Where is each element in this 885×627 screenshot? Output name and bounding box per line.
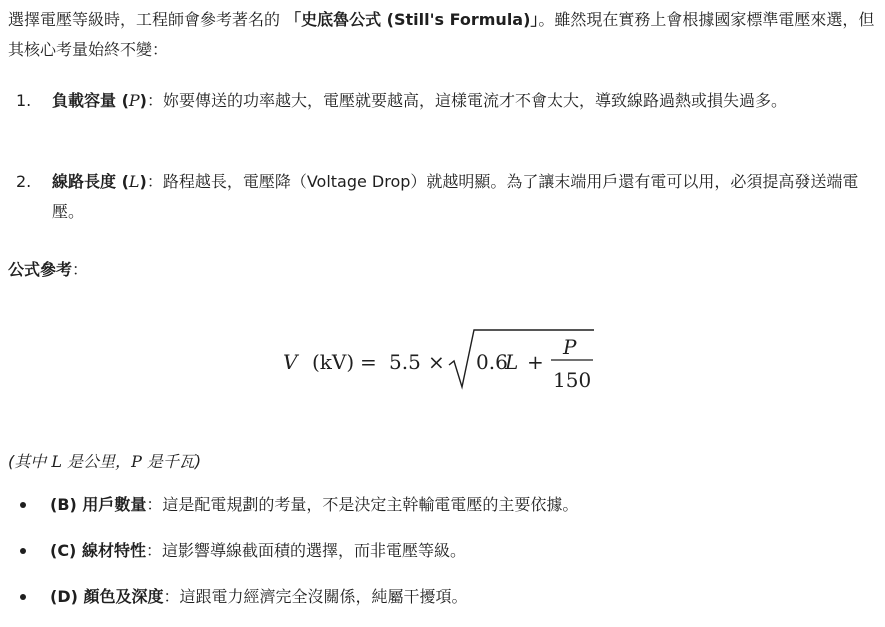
formula-coefficient: 5.5	[389, 350, 421, 374]
factor-title	[52, 172, 147, 191]
factor-title-text: 線路長度 (	[52, 172, 129, 191]
option-item-c	[20, 536, 878, 566]
factor-symbol: P	[128, 91, 140, 110]
formula-unit: (kV)	[312, 350, 355, 374]
intro-text-before: 選擇電壓等級時，工程師會參考著名的	[8, 10, 286, 29]
option-desc: ：這跟電力經濟完全沒關係，純屬干擾項。	[163, 587, 468, 606]
note-mid2: 是千瓦)	[141, 452, 202, 471]
formula-denominator: 150	[553, 368, 592, 392]
factor-item-length	[16, 167, 878, 227]
factor-title	[52, 91, 147, 110]
option-label: (C) 線材特性	[50, 541, 146, 560]
bullet-icon	[20, 594, 26, 600]
option-desc: ：這影響導線截面積的選擇，而非電壓等級。	[145, 541, 466, 560]
option-label: (D) 顏色及深度	[50, 587, 164, 606]
bullet-icon	[20, 548, 26, 554]
formula-term1-var: L	[505, 350, 519, 374]
formula-times: ×	[428, 350, 445, 374]
formula-term1: 0.6	[476, 350, 508, 374]
formula-heading	[8, 255, 878, 285]
formula-numerator: P	[563, 335, 577, 359]
formula-note	[8, 447, 201, 477]
factor-symbol: L	[128, 172, 140, 191]
still-formula	[0, 325, 885, 395]
list-number: 1.	[16, 91, 32, 110]
formula-plus: +	[527, 350, 544, 374]
formula-heading-colon: ：	[72, 260, 89, 279]
note-open: (其中	[8, 452, 52, 471]
intro-paragraph	[8, 5, 878, 65]
list-number: 2.	[16, 172, 32, 191]
note-var-p: P	[131, 452, 142, 471]
factor-item-load	[16, 86, 878, 116]
option-item-b	[20, 490, 878, 520]
formula-equals: =	[360, 350, 377, 374]
factor-title-end: )	[139, 172, 147, 191]
intro-text-after: 。雖然現在實務上會根據國家標準電壓來選，但其核心考量始終不變：	[8, 10, 875, 59]
option-label: (B) 用戶數量	[50, 495, 147, 514]
formula-name-highlight: 「史底魯公式 (Still's Formula)」	[285, 10, 539, 29]
option-desc: ：這是配電規劃的考量，不是決定主幹輸電電壓的主要依據。	[146, 495, 579, 514]
option-item-d	[20, 582, 878, 612]
factor-title-end: )	[139, 91, 147, 110]
formula-lhs-var: V	[283, 350, 298, 374]
note-mid1: 是公里，	[61, 452, 132, 471]
note-var-l: L	[51, 452, 62, 471]
formula-heading-text: 公式參考	[8, 260, 73, 279]
factor-desc: ：妳要傳送的功率越大，電壓就要越高，這樣電流才不會太大，導致線路過熱或損失過多。	[146, 91, 787, 110]
bullet-icon	[20, 502, 26, 508]
factor-desc: ：路程越長，電壓降（Voltage Drop）就越明顯。為了讓末端用戶還有電可以用，必須提高發送端電壓。	[52, 172, 859, 221]
factor-title-text: 負載容量 (	[52, 91, 129, 110]
